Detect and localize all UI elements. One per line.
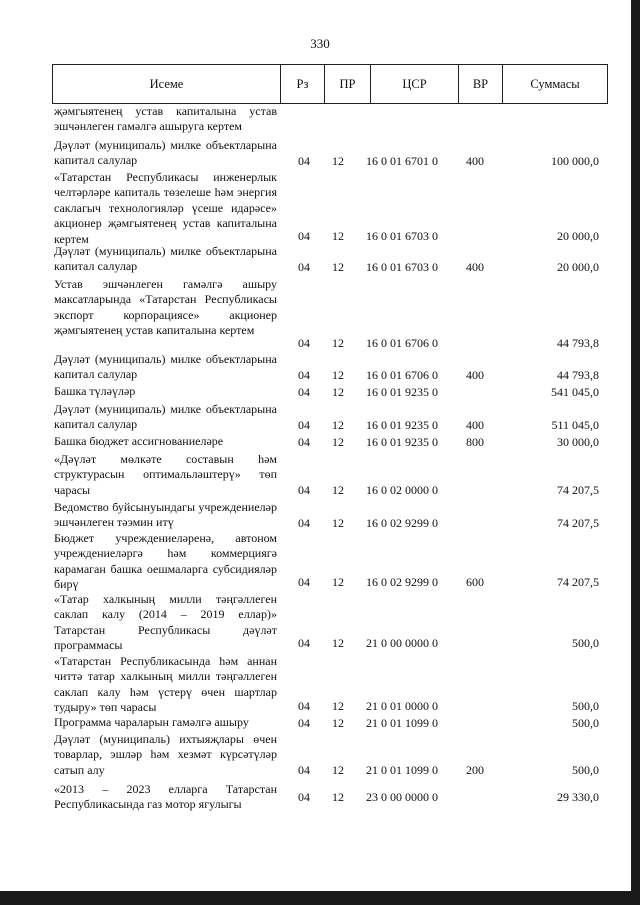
header-sum: Суммасы — [530, 77, 580, 91]
row-name: Дәүләт (муниципаль) милке объектларына капитал салулар — [54, 352, 277, 382]
row-sum: 74 207,5 — [557, 515, 599, 530]
row-name: «2013 – 2023 елларга Татарстан Республикасында газ мотор ягулыгы — [54, 782, 277, 812]
row-sum: 30 000,0 — [557, 434, 599, 449]
table-row — [0, 531, 640, 590]
row-pr: 12 — [332, 367, 344, 382]
table-row — [0, 500, 640, 531]
row-csr: 21 0 00 0000 0 — [366, 635, 438, 650]
row-sum: 20 000,0 — [557, 228, 599, 243]
row-pr: 12 — [332, 482, 344, 497]
row-rz: 04 — [298, 384, 310, 399]
scan-edge-bottom — [0, 891, 640, 905]
row-csr: 16 0 01 9235 0 — [366, 384, 438, 399]
row-pr: 12 — [332, 574, 344, 589]
row-csr: 21 0 01 0000 0 — [366, 698, 438, 713]
row-name: «Татарстан Республикасы инженерлык челтәрләре капиталь төзелеше һәм энергия саклагыч технологияләр үсеше идарәсе» акционер җәмгыятенең устав капиталына кертем — [54, 170, 277, 246]
row-csr: 16 0 01 9235 0 — [366, 434, 438, 449]
row-sum: 500,0 — [572, 762, 599, 777]
row-sum: 44 793,8 — [557, 367, 599, 382]
row-pr: 12 — [332, 335, 344, 350]
row-pr: 12 — [332, 384, 344, 399]
row-csr: 21 0 01 1099 0 — [366, 762, 438, 777]
row-sum: 44 793,8 — [557, 335, 599, 350]
row-sum: 20 000,0 — [557, 259, 599, 274]
table-row — [0, 352, 640, 383]
row-sum: 511 045,0 — [551, 417, 599, 432]
row-rz: 04 — [298, 790, 310, 804]
header-name: Исеме — [53, 65, 281, 103]
row-name: Дәүләт (муниципаль) милке объектларына капитал салулар — [54, 244, 277, 274]
table-row — [0, 277, 640, 351]
row-vr: 600 — [466, 574, 484, 589]
row-csr: 16 0 02 9299 0 — [366, 574, 438, 589]
row-pr: 12 — [332, 635, 344, 650]
table-row — [0, 732, 640, 778]
row-name: «Татарстан Республикасында һәм аннан читтә татар халкының милли тәңгәллеген саклап калу һәм үстерү өчен шартлар тудыру» төп чарасы — [54, 654, 277, 715]
table-header — [52, 64, 608, 104]
row-pr: 12 — [332, 259, 344, 274]
row-vr: 400 — [466, 259, 484, 274]
row-csr: 16 0 01 6706 0 — [366, 335, 438, 350]
row-name: Дәүләт (муниципаль) ихтыяҗлары өчен товарлар, эшләр һәм хезмәт күрсәтүләр сатып алу — [54, 732, 277, 777]
table-row — [0, 138, 640, 169]
row-rz: 04 — [298, 434, 310, 449]
table-row — [0, 715, 640, 731]
row-name: «Дәүләт мөлкәте составын һәм структурасын оптимальләштерү» төп чарасы — [54, 452, 277, 497]
table-row — [0, 170, 640, 244]
row-sum: 29 330,0 — [557, 790, 599, 804]
row-csr: 16 0 01 6706 0 — [366, 367, 438, 382]
row-name: җәмгыятенең устав капиталына устав эшчәнлеген гамәлгә ашыруга кертем — [54, 104, 277, 134]
row-name: Башка бюджет ассигнованиеләре — [54, 434, 224, 448]
row-name: Дәүләт (муниципаль) милке объектларына капитал салулар — [54, 402, 277, 432]
row-csr: 16 0 01 6703 0 — [366, 259, 438, 274]
row-csr: 16 0 01 9235 0 — [366, 417, 438, 432]
row-csr: 23 0 00 0000 0 — [366, 790, 438, 804]
row-pr: 12 — [332, 515, 344, 530]
row-sum: 500,0 — [572, 698, 599, 713]
row-sum: 500,0 — [572, 635, 599, 650]
row-name: Устав эшчәнлеген гамәлгә ашыру максатларында «Татарстан Республикасы экспорт корпорациясе» акционер җәмгыятенең устав капиталына кертем — [54, 277, 277, 338]
row-pr: 12 — [332, 698, 344, 713]
table-row — [0, 782, 640, 812]
row-rz: 04 — [298, 762, 310, 777]
table-row — [0, 592, 640, 651]
row-sum: 100 000,0 — [551, 153, 599, 168]
row-rz: 04 — [298, 153, 310, 168]
row-vr: 400 — [466, 367, 484, 382]
row-pr: 12 — [332, 434, 344, 449]
row-rz: 04 — [298, 715, 310, 730]
row-name: Ведомство буйсынуындагы учреждениеләр эшчәнлеген тәэмин итү — [54, 500, 277, 530]
header-csr: ЦСР — [371, 65, 459, 103]
header-pr: ПР — [325, 65, 371, 103]
row-rz: 04 — [298, 335, 310, 350]
row-csr: 16 0 02 9299 0 — [366, 515, 438, 530]
row-sum: 500,0 — [572, 715, 599, 730]
row-name: Башка түләүләр — [54, 384, 136, 398]
row-name: Программа чараларын гамәлгә ашыру — [54, 715, 249, 729]
row-name: Дәүләт (муниципаль) милке объектларына капитал салулар — [54, 138, 277, 168]
row-rz: 04 — [298, 635, 310, 650]
row-rz: 04 — [298, 574, 310, 589]
header-rz: Рз — [281, 65, 325, 103]
table-row — [0, 104, 640, 135]
row-name: «Татар халкының милли тәңгәллеген саклап калу (2014 – 2019 еллар)» Татарстан Республикасы дәүләт программасы — [54, 592, 277, 653]
table-row — [0, 654, 640, 714]
row-rz: 04 — [298, 698, 310, 713]
table-row — [0, 384, 640, 400]
row-csr: 21 0 01 1099 0 — [366, 715, 438, 730]
row-pr: 12 — [332, 228, 344, 243]
page-number: 330 — [310, 36, 330, 51]
table-row — [0, 452, 640, 498]
row-csr: 16 0 02 0000 0 — [366, 482, 438, 497]
row-vr: 800 — [466, 434, 484, 449]
row-pr: 12 — [332, 790, 344, 804]
row-rz: 04 — [298, 367, 310, 382]
row-pr: 12 — [332, 715, 344, 730]
row-rz: 04 — [298, 515, 310, 530]
row-rz: 04 — [298, 417, 310, 432]
row-vr: 400 — [466, 153, 484, 168]
table-row — [0, 244, 640, 275]
header-vr: ВР — [459, 65, 503, 103]
row-rz: 04 — [298, 259, 310, 274]
row-rz: 04 — [298, 482, 310, 497]
table-row — [0, 402, 640, 433]
row-pr: 12 — [332, 762, 344, 777]
row-sum: 74 207,5 — [557, 482, 599, 497]
row-vr: 400 — [466, 417, 484, 432]
row-csr: 16 0 01 6701 0 — [366, 153, 438, 168]
row-sum: 74 207,5 — [557, 574, 599, 589]
row-rz: 04 — [298, 228, 310, 243]
row-pr: 12 — [332, 153, 344, 168]
row-pr: 12 — [332, 417, 344, 432]
row-sum: 541 045,0 — [551, 384, 599, 399]
table-row — [0, 434, 640, 450]
row-name: Бюджет учреждениеләренә, автоном учреждениеләргә һәм коммерциягә карамаган башка оешмаларга субсидияләр бирү — [54, 531, 277, 592]
row-csr: 16 0 01 6703 0 — [366, 228, 438, 243]
row-vr: 200 — [466, 762, 484, 777]
